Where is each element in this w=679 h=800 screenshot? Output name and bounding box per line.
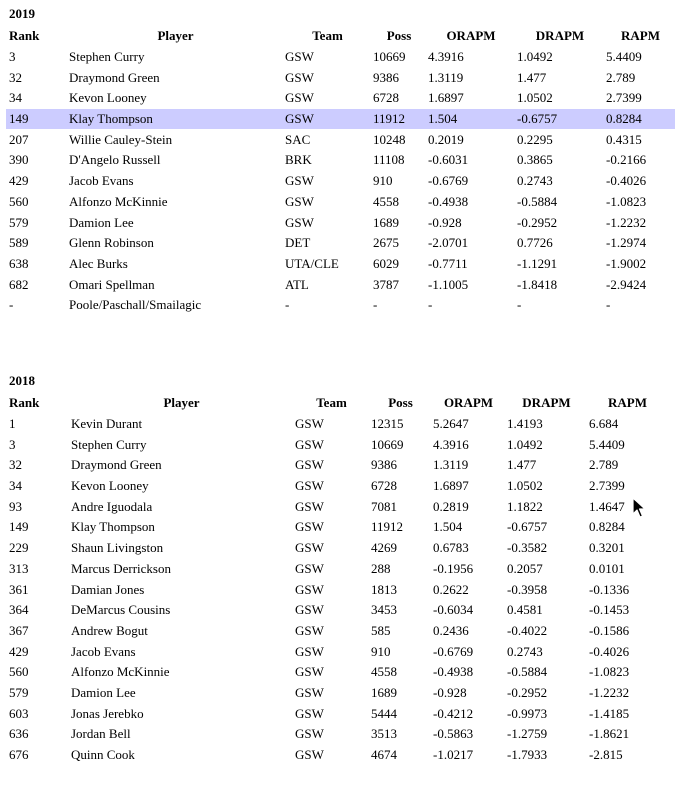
cell-orapm: -0.928: [433, 684, 467, 700]
cell-drapm: -1.8418: [517, 276, 558, 292]
column-header-orapm: ORAPM: [443, 395, 494, 411]
cell-rapm: -1.0823: [606, 193, 647, 209]
cell-drapm: -1.7933: [507, 747, 548, 763]
cell-team: GSW: [285, 49, 314, 65]
column-header-orapm: ORAPM: [446, 28, 496, 44]
cell-rank: 149: [6, 109, 66, 130]
cell-poss: 4674: [371, 747, 397, 763]
cell-orapm: 0.2622: [433, 581, 469, 597]
cell-player: Poole/Paschall/Smailagic: [69, 297, 202, 313]
cell-team: GSW: [295, 416, 324, 432]
cell-rank: 429: [9, 643, 29, 659]
cell-rank: 676: [9, 747, 29, 763]
cell-rapm: -2.815: [589, 747, 623, 763]
cell-rapm: -2.9424: [606, 276, 647, 292]
cell-rank: 3: [9, 49, 16, 65]
cell-poss: -: [373, 297, 378, 313]
cell-rapm: -1.4185: [589, 705, 630, 721]
cell-rank: 93: [9, 498, 22, 514]
cell-orapm: -0.6031: [428, 152, 469, 168]
table-row: [6, 295, 675, 316]
table-row: [6, 662, 666, 683]
cell-rank: 367: [9, 622, 29, 638]
cell-team: GSW: [285, 193, 314, 209]
cell-poss: 3453: [371, 602, 397, 618]
cell-drapm: -0.2952: [507, 684, 548, 700]
cell-drapm: 1.477: [517, 69, 547, 85]
cell-player: Marcus Derrickson: [71, 560, 171, 576]
column-header-drapm: DRAPM: [535, 28, 585, 44]
cell-orapm: 1.504: [425, 109, 514, 130]
cell-drapm: 1.477: [507, 457, 537, 473]
cell-poss: 5444: [371, 705, 397, 721]
cell-drapm: 1.0502: [517, 90, 553, 106]
cell-orapm: -0.4938: [428, 193, 469, 209]
cell-orapm: 0.2436: [433, 622, 469, 638]
cell-rapm: 5.4409: [606, 49, 642, 65]
cell-orapm: 0.6783: [433, 540, 469, 556]
cell-player: Jordan Bell: [71, 726, 131, 742]
cell-team: BRK: [285, 152, 312, 168]
cell-rank: 603: [9, 705, 29, 721]
header-row: [6, 26, 675, 47]
cell-orapm: -1.0217: [433, 747, 474, 763]
cell-rank: 560: [9, 193, 29, 209]
cell-orapm: -1.1005: [428, 276, 469, 292]
cell-orapm: 1.3119: [433, 457, 469, 473]
cell-poss: 288: [371, 560, 391, 576]
table-row: [6, 538, 666, 559]
column-header-poss: Poss: [386, 28, 412, 44]
cell-drapm: 1.0492: [517, 49, 553, 65]
cell-team: GSW: [295, 457, 324, 473]
table-row: [6, 600, 666, 621]
cell-player: Quinn Cook: [71, 747, 135, 763]
cell-rapm: -1.2232: [606, 214, 647, 230]
cell-poss: 910: [371, 643, 391, 659]
cell-team: GSW: [285, 173, 314, 189]
cell-orapm: 0.2819: [433, 498, 469, 514]
rapm-table-2019: [6, 26, 675, 316]
cell-rank: 34: [9, 90, 22, 106]
arrow-cursor-icon: [632, 497, 646, 519]
cell-rapm: -1.8621: [589, 726, 630, 742]
cell-drapm: 0.3865: [517, 152, 553, 168]
cell-team: GSW: [285, 90, 314, 106]
table-row: [6, 683, 666, 704]
cell-player: Stephen Curry: [69, 49, 145, 65]
table-row: [6, 47, 675, 68]
cell-orapm: -0.5863: [433, 726, 474, 742]
column-header-team: Team: [312, 28, 343, 44]
cell-rank: 34: [9, 478, 22, 494]
cell-drapm: 0.2295: [517, 131, 553, 147]
cell-poss: 3787: [373, 276, 399, 292]
cell-poss: 4558: [371, 664, 397, 680]
cell-rank: 429: [9, 173, 29, 189]
cell-team: GSW: [295, 622, 324, 638]
column-header-rank: Rank: [9, 28, 40, 44]
cell-poss: 9386: [373, 69, 399, 85]
cell-rapm: 2.789: [606, 69, 636, 85]
table-row: [6, 254, 675, 275]
cell-rank: 207: [9, 131, 29, 147]
table-row: [6, 579, 666, 600]
cell-poss: 7081: [371, 498, 397, 514]
cell-team: GSW: [295, 726, 324, 742]
column-header-team: Team: [316, 395, 347, 411]
cell-poss: 4269: [371, 540, 397, 556]
cell-poss: 910: [373, 173, 393, 189]
cell-rank: 229: [9, 540, 29, 556]
cell-team: ATL: [285, 276, 309, 292]
cell-poss: 4558: [373, 193, 399, 209]
cell-player: Kevon Looney: [69, 90, 147, 106]
table-row: [6, 150, 675, 171]
table-row: [6, 192, 675, 213]
cell-rank: -: [9, 297, 14, 313]
cell-rapm: 0.4315: [606, 131, 642, 147]
cell-orapm: 1.3119: [428, 69, 464, 85]
cell-rapm: 0.8284: [589, 519, 625, 535]
cell-drapm: -0.5884: [507, 664, 548, 680]
cell-team: GSW: [295, 643, 324, 659]
cell-player: Draymond Green: [69, 69, 160, 85]
cell-rank: 560: [9, 664, 29, 680]
cell-drapm: 0.2057: [507, 560, 543, 576]
cell-rapm: -0.2166: [606, 152, 647, 168]
cell-orapm: 4.3916: [428, 49, 464, 65]
cell-team: GSW: [295, 684, 324, 700]
cell-orapm: 1.504: [433, 519, 463, 535]
cell-drapm: 1.0492: [507, 436, 543, 452]
cell-team: GSW: [295, 705, 324, 721]
cell-team: -: [285, 297, 290, 313]
cell-player: Kevon Looney: [71, 478, 149, 494]
cell-poss: 10669: [373, 49, 406, 65]
section-year: 2018: [9, 373, 35, 388]
cell-rapm: -: [606, 297, 611, 313]
cell-orapm: -0.6034: [433, 602, 474, 618]
cell-rank: 313: [9, 560, 29, 576]
cell-poss: 10248: [373, 131, 406, 147]
cell-drapm: 1.1822: [507, 498, 543, 514]
cell-player: Jonas Jerebko: [71, 705, 144, 721]
cell-team: SAC: [285, 131, 311, 147]
cell-orapm: 1.6897: [428, 90, 464, 106]
cell-team: GSW: [295, 436, 324, 452]
column-header-rank: Rank: [9, 395, 40, 411]
cell-drapm: -0.4022: [507, 622, 548, 638]
cell-rapm: 2.7399: [589, 478, 625, 494]
cell-rapm: -0.1586: [589, 622, 630, 638]
column-header-rapm: RAPM: [608, 395, 647, 411]
cell-orapm: 1.6897: [433, 478, 469, 494]
cell-poss: 3513: [371, 726, 397, 742]
cell-poss: 10669: [371, 436, 404, 452]
cell-poss: 12315: [371, 416, 404, 432]
cell-orapm: -0.6769: [433, 643, 474, 659]
cell-drapm: 1.0502: [507, 478, 543, 494]
cell-player: Damion Lee: [69, 214, 134, 230]
cell-orapm: -0.4938: [433, 664, 474, 680]
cell-team: GSW: [295, 664, 324, 680]
cell-team: GSW: [285, 214, 314, 230]
table-row: [6, 703, 666, 724]
cell-rank: 32: [9, 457, 22, 473]
cell-rank: 579: [9, 684, 29, 700]
cell-drapm: 0.2743: [507, 643, 543, 659]
cell-drapm: -0.3958: [507, 581, 548, 597]
cell-rapm: -1.9002: [606, 255, 647, 271]
cell-drapm: 0.2743: [517, 173, 553, 189]
cell-player: Andre Iguodala: [71, 498, 153, 514]
cell-player: Draymond Green: [71, 457, 162, 473]
cell-rapm: 0.0101: [589, 560, 625, 576]
cell-rapm: 0.8284: [603, 109, 675, 130]
cell-team: DET: [285, 235, 311, 251]
cell-player: Alfonzo McKinnie: [69, 193, 168, 209]
table-row: [6, 129, 675, 150]
cell-rank: 579: [9, 214, 29, 230]
cell-player: Alec Burks: [69, 255, 128, 271]
cell-rank: 3: [9, 436, 16, 452]
cell-player: Omari Spellman: [69, 276, 155, 292]
cell-player: Jacob Evans: [71, 643, 136, 659]
cell-player: D'Angelo Russell: [69, 152, 161, 168]
cell-team: UTA/CLE: [285, 255, 339, 271]
cell-drapm: -0.3582: [507, 540, 548, 556]
table-row: [6, 496, 666, 517]
table-row: [6, 455, 666, 476]
cell-orapm: 4.3916: [433, 436, 469, 452]
cell-rapm: 0.3201: [589, 540, 625, 556]
header-row: [6, 393, 666, 414]
cell-player: Shaun Livingston: [71, 540, 164, 556]
cell-orapm: 0.2019: [428, 131, 464, 147]
cell-rapm: 2.7399: [606, 90, 642, 106]
column-header-player: Player: [163, 395, 200, 411]
cell-player: Glenn Robinson: [69, 235, 154, 251]
cell-orapm: -0.7711: [428, 255, 468, 271]
cell-drapm: -1.2759: [507, 726, 548, 742]
cell-team: GSW: [295, 581, 324, 597]
table-row: [6, 212, 675, 233]
cell-drapm: -0.5884: [517, 193, 558, 209]
table-row: [6, 274, 675, 295]
cell-rapm: -0.1336: [589, 581, 630, 597]
cell-rank: 638: [9, 255, 29, 271]
cell-orapm: -0.928: [428, 214, 462, 230]
table-row: [6, 641, 666, 662]
cell-orapm: -0.1956: [433, 560, 474, 576]
cell-poss: 11912: [371, 519, 404, 535]
cell-team: GSW: [295, 747, 324, 763]
cell-player: Alfonzo McKinnie: [71, 664, 170, 680]
cell-team: GSW: [295, 602, 324, 618]
column-header-poss: Poss: [388, 395, 413, 411]
cell-poss: 1689: [371, 684, 397, 700]
table-row: [6, 476, 666, 497]
cell-poss: 11108: [373, 152, 405, 168]
cell-poss: 6728: [373, 90, 399, 106]
cell-drapm: 0.7726: [517, 235, 553, 251]
cell-team: GSW: [295, 498, 324, 514]
cell-drapm: -1.1291: [517, 255, 558, 271]
cell-poss: 6728: [371, 478, 397, 494]
cell-rapm: 6.684: [589, 416, 619, 432]
table-row: [6, 171, 675, 192]
cell-rank: 390: [9, 152, 29, 168]
cell-player: Andrew Bogut: [71, 622, 148, 638]
cell-drapm: -: [517, 297, 522, 313]
cell-team: GSW: [295, 560, 324, 576]
cell-rank: 682: [9, 276, 29, 292]
cell-team: GSW: [282, 109, 370, 130]
table-row: [6, 745, 666, 766]
cell-player: Klay Thompson: [71, 519, 155, 535]
cell-player: Jacob Evans: [69, 173, 134, 189]
column-header-drapm: DRAPM: [522, 395, 571, 411]
cell-rank: 1: [9, 416, 16, 432]
cell-orapm: 5.2647: [433, 416, 469, 432]
section-year: 2019: [9, 6, 35, 21]
cell-player: Kevin Durant: [71, 416, 143, 432]
cell-drapm: 0.4581: [507, 602, 543, 618]
cell-rank: 589: [9, 235, 29, 251]
table-row: [6, 434, 666, 455]
table-row: [6, 67, 675, 88]
cell-player: Klay Thompson: [66, 109, 282, 130]
cell-rapm: -0.4026: [606, 173, 647, 189]
cell-player: Willie Cauley-Stein: [69, 131, 173, 147]
cell-team: GSW: [285, 69, 314, 85]
cell-rapm: -1.0823: [589, 664, 630, 680]
cell-poss: 2675: [373, 235, 399, 251]
column-header-rapm: RAPM: [621, 28, 660, 44]
cell-team: GSW: [295, 519, 324, 535]
cell-rapm: 2.789: [589, 457, 619, 473]
cell-poss: 9386: [371, 457, 397, 473]
cell-player: Damion Lee: [71, 684, 136, 700]
table-row: [6, 724, 666, 745]
table-row: [6, 517, 666, 538]
cell-drapm: -0.9973: [507, 705, 548, 721]
cell-poss: 11912: [370, 109, 425, 130]
cell-drapm: -0.6757: [514, 109, 603, 130]
cell-team: GSW: [295, 478, 324, 494]
cell-orapm: -0.6769: [428, 173, 469, 189]
cell-rapm: -1.2232: [589, 684, 630, 700]
column-header-player: Player: [157, 28, 194, 44]
cell-drapm: 1.4193: [507, 416, 543, 432]
cell-rank: 636: [9, 726, 29, 742]
rapm-table-2018: [6, 393, 666, 765]
table-row: [6, 559, 666, 580]
cell-rapm: 5.4409: [589, 436, 625, 452]
cell-rapm: 1.4647: [589, 498, 625, 514]
cell-rank: 149: [9, 519, 29, 535]
cell-rank: 364: [9, 602, 29, 618]
cell-orapm: -: [428, 297, 433, 313]
table-row: [6, 233, 675, 254]
cell-drapm: -0.2952: [517, 214, 558, 230]
cell-poss: 1689: [373, 214, 399, 230]
cell-drapm: -0.6757: [507, 519, 548, 535]
cell-orapm: -2.0701: [428, 235, 469, 251]
cell-rank: 32: [9, 69, 22, 85]
table-row: [6, 414, 666, 435]
cell-orapm: -0.4212: [433, 705, 474, 721]
cell-poss: 6029: [373, 255, 399, 271]
cell-player: Damian Jones: [71, 581, 145, 597]
cell-player: DeMarcus Cousins: [71, 602, 171, 618]
cell-rapm: -1.2974: [606, 235, 647, 251]
cell-rapm: -0.1453: [589, 602, 630, 618]
cell-poss: 1813: [371, 581, 397, 597]
cell-rapm: -0.4026: [589, 643, 630, 659]
cell-player: Stephen Curry: [71, 436, 147, 452]
cell-rank: 361: [9, 581, 29, 597]
cell-poss: 585: [371, 622, 391, 638]
table-row: [6, 109, 675, 130]
table-row: [6, 88, 675, 109]
table-row: [6, 621, 666, 642]
cell-team: GSW: [295, 540, 324, 556]
